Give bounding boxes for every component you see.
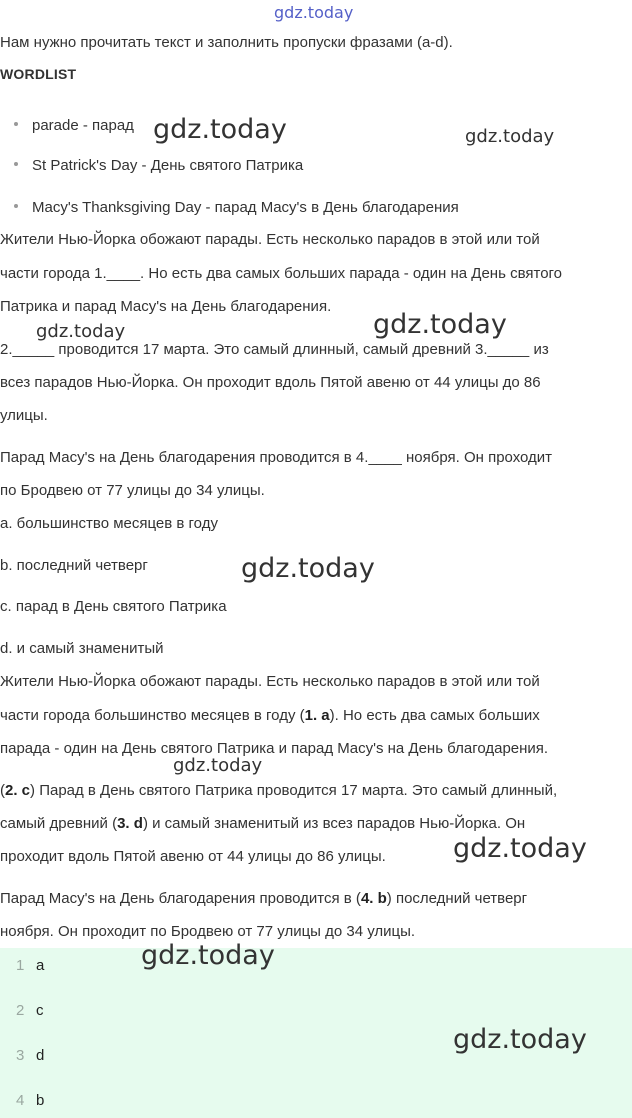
- wordlist-item: [14, 116, 134, 136]
- answer-row: [16, 1046, 44, 1066]
- wordlist-item-text: parade - парад: [32, 117, 134, 134]
- watermark: gdz.today: [465, 126, 555, 147]
- answer-text-part: ) Парад в День святого Патрика проводится 17 марта. Это самый длинный,: [30, 782, 558, 799]
- bullet-icon: [14, 122, 18, 126]
- answer-text-line: ноября. Он проходит по Бродвею от 77 улицы до 34 улицы.: [0, 923, 416, 940]
- answer-marker: 3. d: [117, 815, 143, 832]
- task-text-line: по Бродвею от 77 улицы до 34 улицы.: [0, 482, 265, 499]
- answer-marker: 4. b: [360, 890, 387, 907]
- answer-text-line: [0, 706, 630, 726]
- watermark: gdz.today: [36, 321, 126, 342]
- task-text-line: части города 1.____. Но есть два самых больших парада - один на День святого: [0, 265, 563, 282]
- answer-number: 4: [16, 1092, 25, 1109]
- answer-value: b: [36, 1092, 45, 1109]
- watermark-top: gdz.today: [274, 3, 354, 22]
- answer-marker: 2. c: [5, 782, 31, 799]
- watermark: gdz.today: [241, 553, 375, 584]
- watermark: gdz.today: [453, 1024, 587, 1055]
- answer-value: c: [36, 1002, 44, 1019]
- watermark: gdz.today: [153, 114, 287, 145]
- task-text-line: всез парадов Нью-Йорка. Он проходит вдоль Пятой авеню от 44 улицы до 86: [0, 374, 541, 391]
- wordlist-item-text: St Patrick's Day - День святого Патрика: [32, 157, 304, 174]
- bullet-icon: [14, 204, 18, 208]
- wordlist-item-text: Macy's Thanksgiving Day - парад Macy's в День благодарения: [32, 199, 459, 216]
- answer-row: [16, 1091, 44, 1111]
- task-text-line: 2._____ проводится 17 марта. Это самый длинный, самый древний 3._____ из: [0, 341, 549, 358]
- watermark: gdz.today: [453, 833, 587, 864]
- answer-row: [16, 956, 44, 976]
- answer-value: a: [36, 957, 45, 974]
- answer-text-part: ). Но есть два самых больших: [329, 707, 540, 724]
- answer-number: 3: [16, 1047, 25, 1064]
- answer-text-part: части города большинство месяцев в году (: [0, 707, 305, 724]
- answer-row: [16, 1001, 44, 1021]
- answer-text-part: самый древний (: [0, 815, 118, 832]
- watermark: gdz.today: [173, 755, 263, 776]
- intro-text: Нам нужно прочитать текст и заполнить пропуски фразами (a-d).: [0, 34, 453, 51]
- answer-text-line: Жители Нью-Йорка обожают парады. Есть несколько парадов в этой или той: [0, 673, 540, 690]
- option-item: c. парад в День святого Патрика: [0, 598, 227, 615]
- task-text-line: Парад Macy's на День благодарения проводится в 4.____ ноября. Он проходит: [0, 449, 553, 466]
- task-text-line: Патрика и парад Macy's на День благодарения.: [0, 298, 332, 315]
- answer-text-line: проходит вдоль Пятой авеню от 44 улицы до 86 улицы.: [0, 848, 386, 865]
- answer-text-part: ) и самый знаменитый из всез парадов Нью-Йорка. Он: [142, 815, 526, 832]
- task-text-line: Жители Нью-Йорка обожают парады. Есть несколько парадов в этой или той: [0, 231, 540, 248]
- option-item: a. большинство месяцев в году: [0, 515, 218, 532]
- answer-text-line: парада - один на День святого Патрика и парад Macy's на День благодарения.: [0, 740, 549, 757]
- wordlist-heading: WORDLIST: [0, 66, 77, 82]
- wordlist-item: [14, 156, 303, 176]
- answer-number: 1: [16, 957, 25, 974]
- answer-text-line: [0, 814, 630, 834]
- watermark: gdz.today: [373, 309, 507, 340]
- answer-text-part: Парад Macy's на День благодарения проводится в (: [0, 890, 361, 907]
- task-text-line: улицы.: [0, 407, 48, 424]
- option-item: b. последний четверг: [0, 557, 148, 574]
- answer-text-line: [0, 781, 630, 801]
- bullet-icon: [14, 162, 18, 166]
- answer-marker: 1. a: [304, 707, 330, 724]
- watermark: gdz.today: [141, 940, 275, 971]
- wordlist-item: [14, 198, 459, 218]
- answer-number: 2: [16, 1002, 25, 1019]
- option-item: d. и самый знаменитый: [0, 640, 164, 657]
- answer-text-line: [0, 889, 630, 909]
- answer-value: d: [36, 1047, 45, 1064]
- answer-text-part: ) последний четверг: [386, 890, 528, 907]
- answer-text-part: (: [0, 782, 5, 799]
